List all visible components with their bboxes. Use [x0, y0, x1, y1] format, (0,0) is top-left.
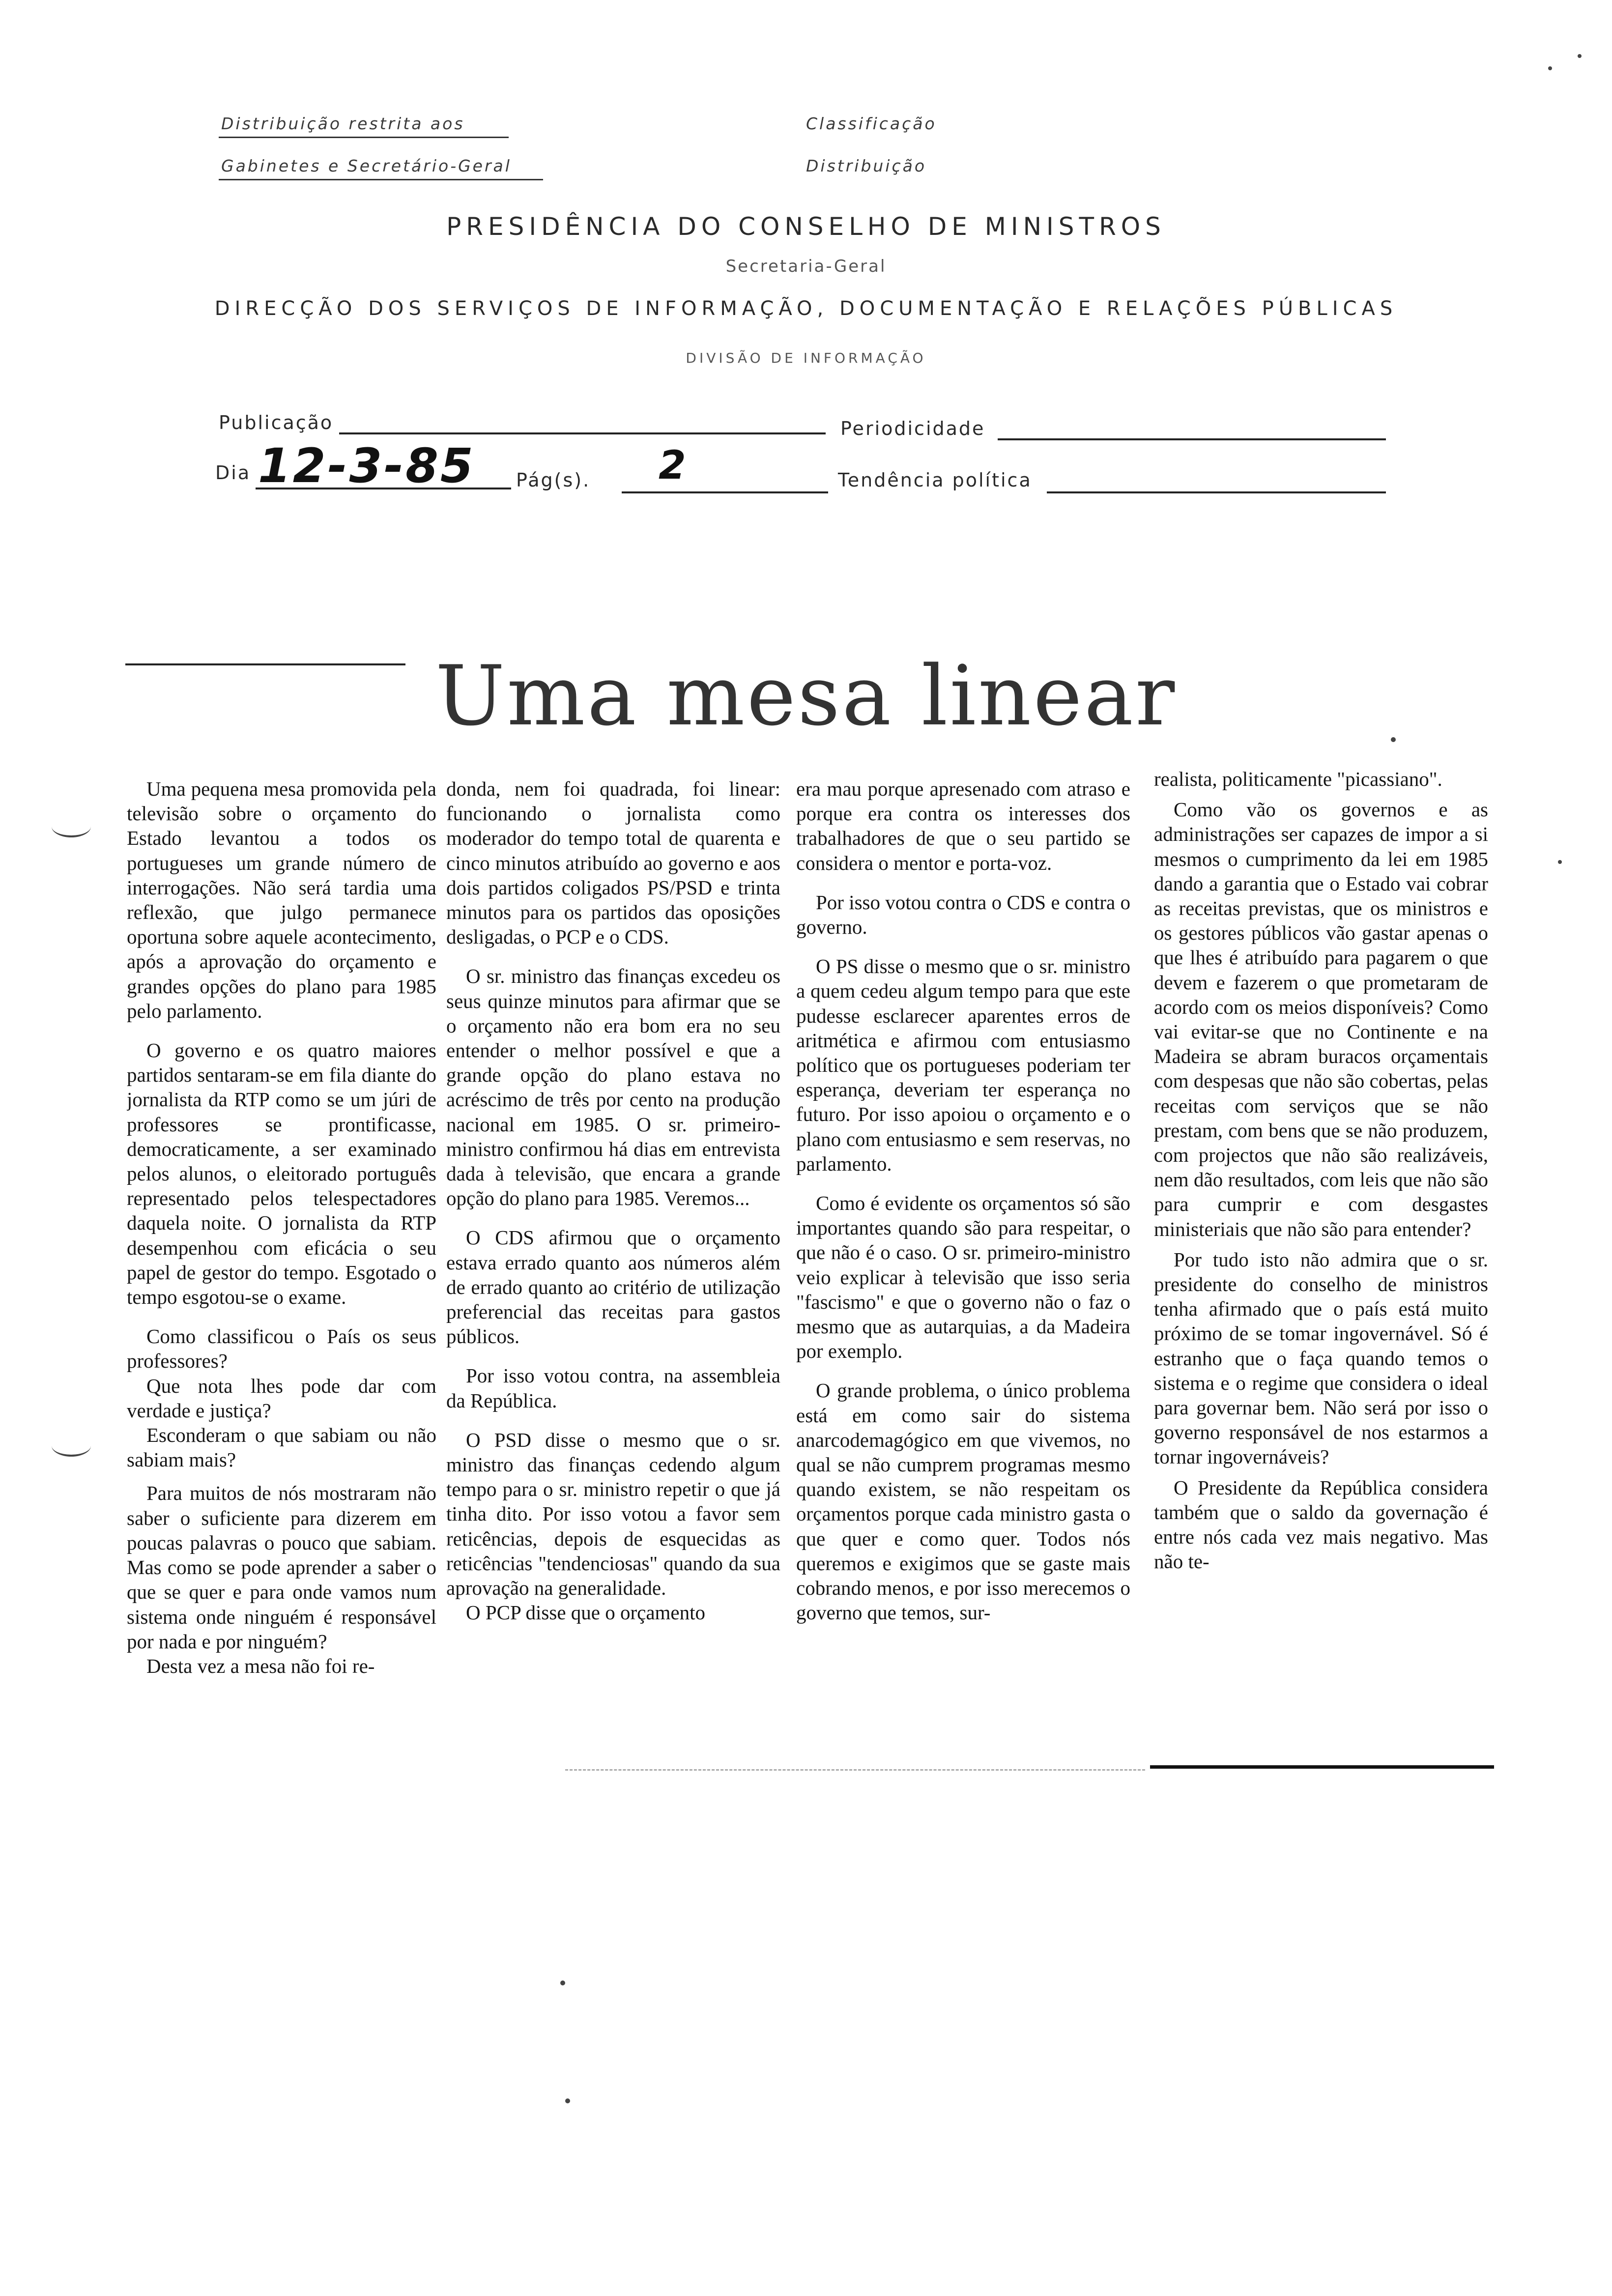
distribution-label: Distribuição	[806, 156, 927, 175]
scan-artifact	[565, 2098, 570, 2103]
distribution-restricted: Distribuição restrita aos	[221, 114, 465, 133]
division-title: DIVISÃO DE INFORMAÇÃO	[686, 350, 926, 366]
pags-field	[622, 491, 828, 493]
paragraph: Desta vez a mesa não foi re-	[146, 1654, 375, 1677]
article-column-4	[1154, 767, 1488, 1754]
paragraph: O sr. ministro das finanças excedeu os seus quinze minutos para afirmar que se o orçamento não era bom era no seu entender o melhor possível e que a grande opção do plano estava no acréscimo de três por cento na produção nacional em 1985. O sr. primeiro-ministro confirmou há dias em entrevista dada à televisão, que encara a grande opção do plano para 1985. Veremos...	[446, 965, 780, 1210]
paragraph: Uma pequena mesa promovida pela televisão sobre o orçamento do Estado levantou a todos os portugueses um grande número de interrogações. Não será tardia uma reflexão, que julgo permanece oportuna sobre aquele acontecimento, após a aprovação do orçamento e grandes opções do plano para 1985 pelo parlamento.	[127, 777, 436, 1022]
scan-artifact	[1391, 737, 1396, 742]
publicacao-label: Publicação	[219, 412, 334, 433]
scan-artifact	[1548, 66, 1552, 70]
paragraph: Como é evidente os orçamentos só são importantes quando são para respeitar, o que não é o caso. O sr. primeiro-ministro veio explicar à televisão que isso seria "fascismo" e que o governo não o faz o mesmo que as autarquias, a da Madeira por exemplo.	[796, 1192, 1130, 1363]
paragraph: O PS disse o mesmo que o sr. ministro a quem cedeu algum tempo para que este pudesse esclarecer aparentes erros de aritmética e afirmou com entusiasmo político que os portugueses poderiam ter esperança, deveriam ter esperança no futuro. Por isso apoiou o orçamento e o plano com entusiasmo e sem reservas, no parlamento.	[796, 955, 1130, 1175]
classification-label: Classificação	[806, 114, 937, 133]
paragraph: O grande problema, o único problema está em como sair do sistema anarcodemagógico em que vivemos, no qual se não cumprem programas mesmo quando existem, se não respeitam os orçamentos porque cada ministro gasta o que quer e como quer. Todos nós queremos e exigimos que se gaste mais cobrando menos, e por isso merecemos o governo que temos, sur-	[796, 1379, 1130, 1624]
paragraph: Que nota lhes pode dar com verdade e justiça?	[127, 1374, 436, 1422]
paragraph: era mau porque apresenado com atraso e porque era contra os interesses dos trabalhadores de que o seu partido se considera o mentor e porta-voz.	[796, 777, 1130, 874]
scan-artifact	[1558, 860, 1562, 864]
margin-mark	[52, 816, 91, 837]
divider	[219, 179, 543, 180]
divider	[565, 1769, 1145, 1771]
dia-field	[256, 488, 511, 489]
paragraph: O CDS afirmou que o orçamento estava errado quanto aos números além de errado quanto ao critério de utilização preferencial das receitas para gastos públicos.	[446, 1226, 780, 1348]
dia-label: Dia	[215, 462, 251, 484]
directorate-title: DIRECÇÃO DOS SERVIÇOS DE INFORMAÇÃO, DOCUMENTAÇÃO E RELAÇÕES PÚBLICAS	[214, 297, 1398, 320]
tendencia-field	[1047, 491, 1386, 493]
paragraph: realista, politicamente "picassiano".	[1154, 768, 1442, 790]
paragraph: Por isso votou contra o CDS e contra o governo.	[796, 890, 1130, 939]
paragraph: donda, nem foi quadrada, foi linear: funcionando o jornalista como moderador do tempo total de quarenta e cinco minutos atribuído ao governo e aos dois partidos coligados PS/PSD e trinta minutos para os partidos das oposições desligadas, o PCP e o CDS.	[446, 777, 780, 948]
paragraph: O PCP disse que o orçamento	[466, 1601, 706, 1624]
divider	[219, 137, 509, 138]
dia-value: 12-3-85	[258, 438, 475, 493]
margin-mark	[52, 1435, 91, 1457]
scan-artifact	[1578, 54, 1582, 58]
tendencia-label: Tendência política	[838, 469, 1032, 491]
paragraph: O governo e os quatro maiores partidos sentaram-se em fila diante do jornalista da RTP como se um júri de professores se prontificasse, democraticamente, a ser examinado pelos alunos, o eleitorado português representado pelos telespectadores daquela noite. O jornalista da RTP desempenhou com eficácia o seu papel de gestor do tempo. Esgotado o tempo esgotou-se o exame.	[127, 1039, 436, 1309]
publicacao-field	[339, 432, 826, 434]
pags-value: 2	[659, 442, 688, 488]
article-column-3	[796, 776, 1130, 1754]
paragraph: O PSD disse o mesmo que o sr. ministro das finanças cedendo algum tempo para o sr. ministro repetir o que já tinha dito. Por isso votou a favor sem reticências, depois de esquecidas as reticências "tendenciosas" quando da sua aprovação na generalidade.	[446, 1428, 780, 1600]
article-column-2	[446, 776, 780, 1754]
paragraph: Como vão os governos e as administrações ser capazes de impor a si mesmos o cumprimento da lei em 1985 dando a garantia que o Estado vai cobrar as receitas previstas, que os ministros e os gestores públicos vão gastar apenas o que lhes é atribuído para pagarem o que devem e fazerem o que prometaram de acordo com os meios disponíveis? Como vai evitar-se que no Continente e na Madeira se abram buracos orçamentais com despesas que não são cobertas, pelas receitas com serviços que se não prestam, com bens que se não produzem, com projectos que não são realizáveis, nem dão resultados, com leis que não são para cumprir e com desgastes ministeriais que não são para entender?	[1154, 798, 1488, 1240]
periodicidade-label: Periodicidade	[840, 418, 985, 439]
pags-label: Pág(s).	[516, 469, 591, 491]
periodicidade-field	[998, 438, 1386, 440]
scan-artifact	[560, 1980, 565, 1985]
paragraph: Por isso votou contra, na assembleia da República.	[446, 1364, 780, 1412]
paragraph: Por tudo isto não admira que o sr. presidente do conselho de ministros tenha afirmado que o país está muito próximo de se tomar ingovernável. Só é estranho que o faça quando temos o sistema e o regime que considera o ideal para governar bem. Não será por isso o governo responsável de nos estarmos a tornar ingovernáveis?	[1154, 1248, 1488, 1468]
article-headline: Uma mesa linear	[435, 648, 1177, 744]
article-column-1	[127, 776, 436, 1754]
article-bottom-rule	[1150, 1765, 1494, 1769]
agency-subtitle: Secretaria-Geral	[725, 257, 887, 276]
paragraph: Como classificou o País os seus professores?	[127, 1325, 436, 1373]
agency-title: PRESIDÊNCIA DO CONSELHO DE MINISTROS	[446, 212, 1166, 241]
paragraph: O Presidente da República considera também que o saldo da governação é entre nós cada vez mais negativo. Mas não te-	[1154, 1476, 1488, 1573]
paragraph: Esconderam o que sabiam ou não sabiam mais?	[127, 1424, 436, 1471]
paragraph: Para muitos de nós mostraram não saber o suficiente para dizerem em poucas palavras o pouco que sabiam. Mas como se pode aprender a saber o que se quer e para onde vamos num sistema onde ninguém é responsável por nada e por ninguém?	[127, 1482, 436, 1653]
distribution-offices: Gabinetes e Secretário-Geral	[221, 156, 512, 175]
